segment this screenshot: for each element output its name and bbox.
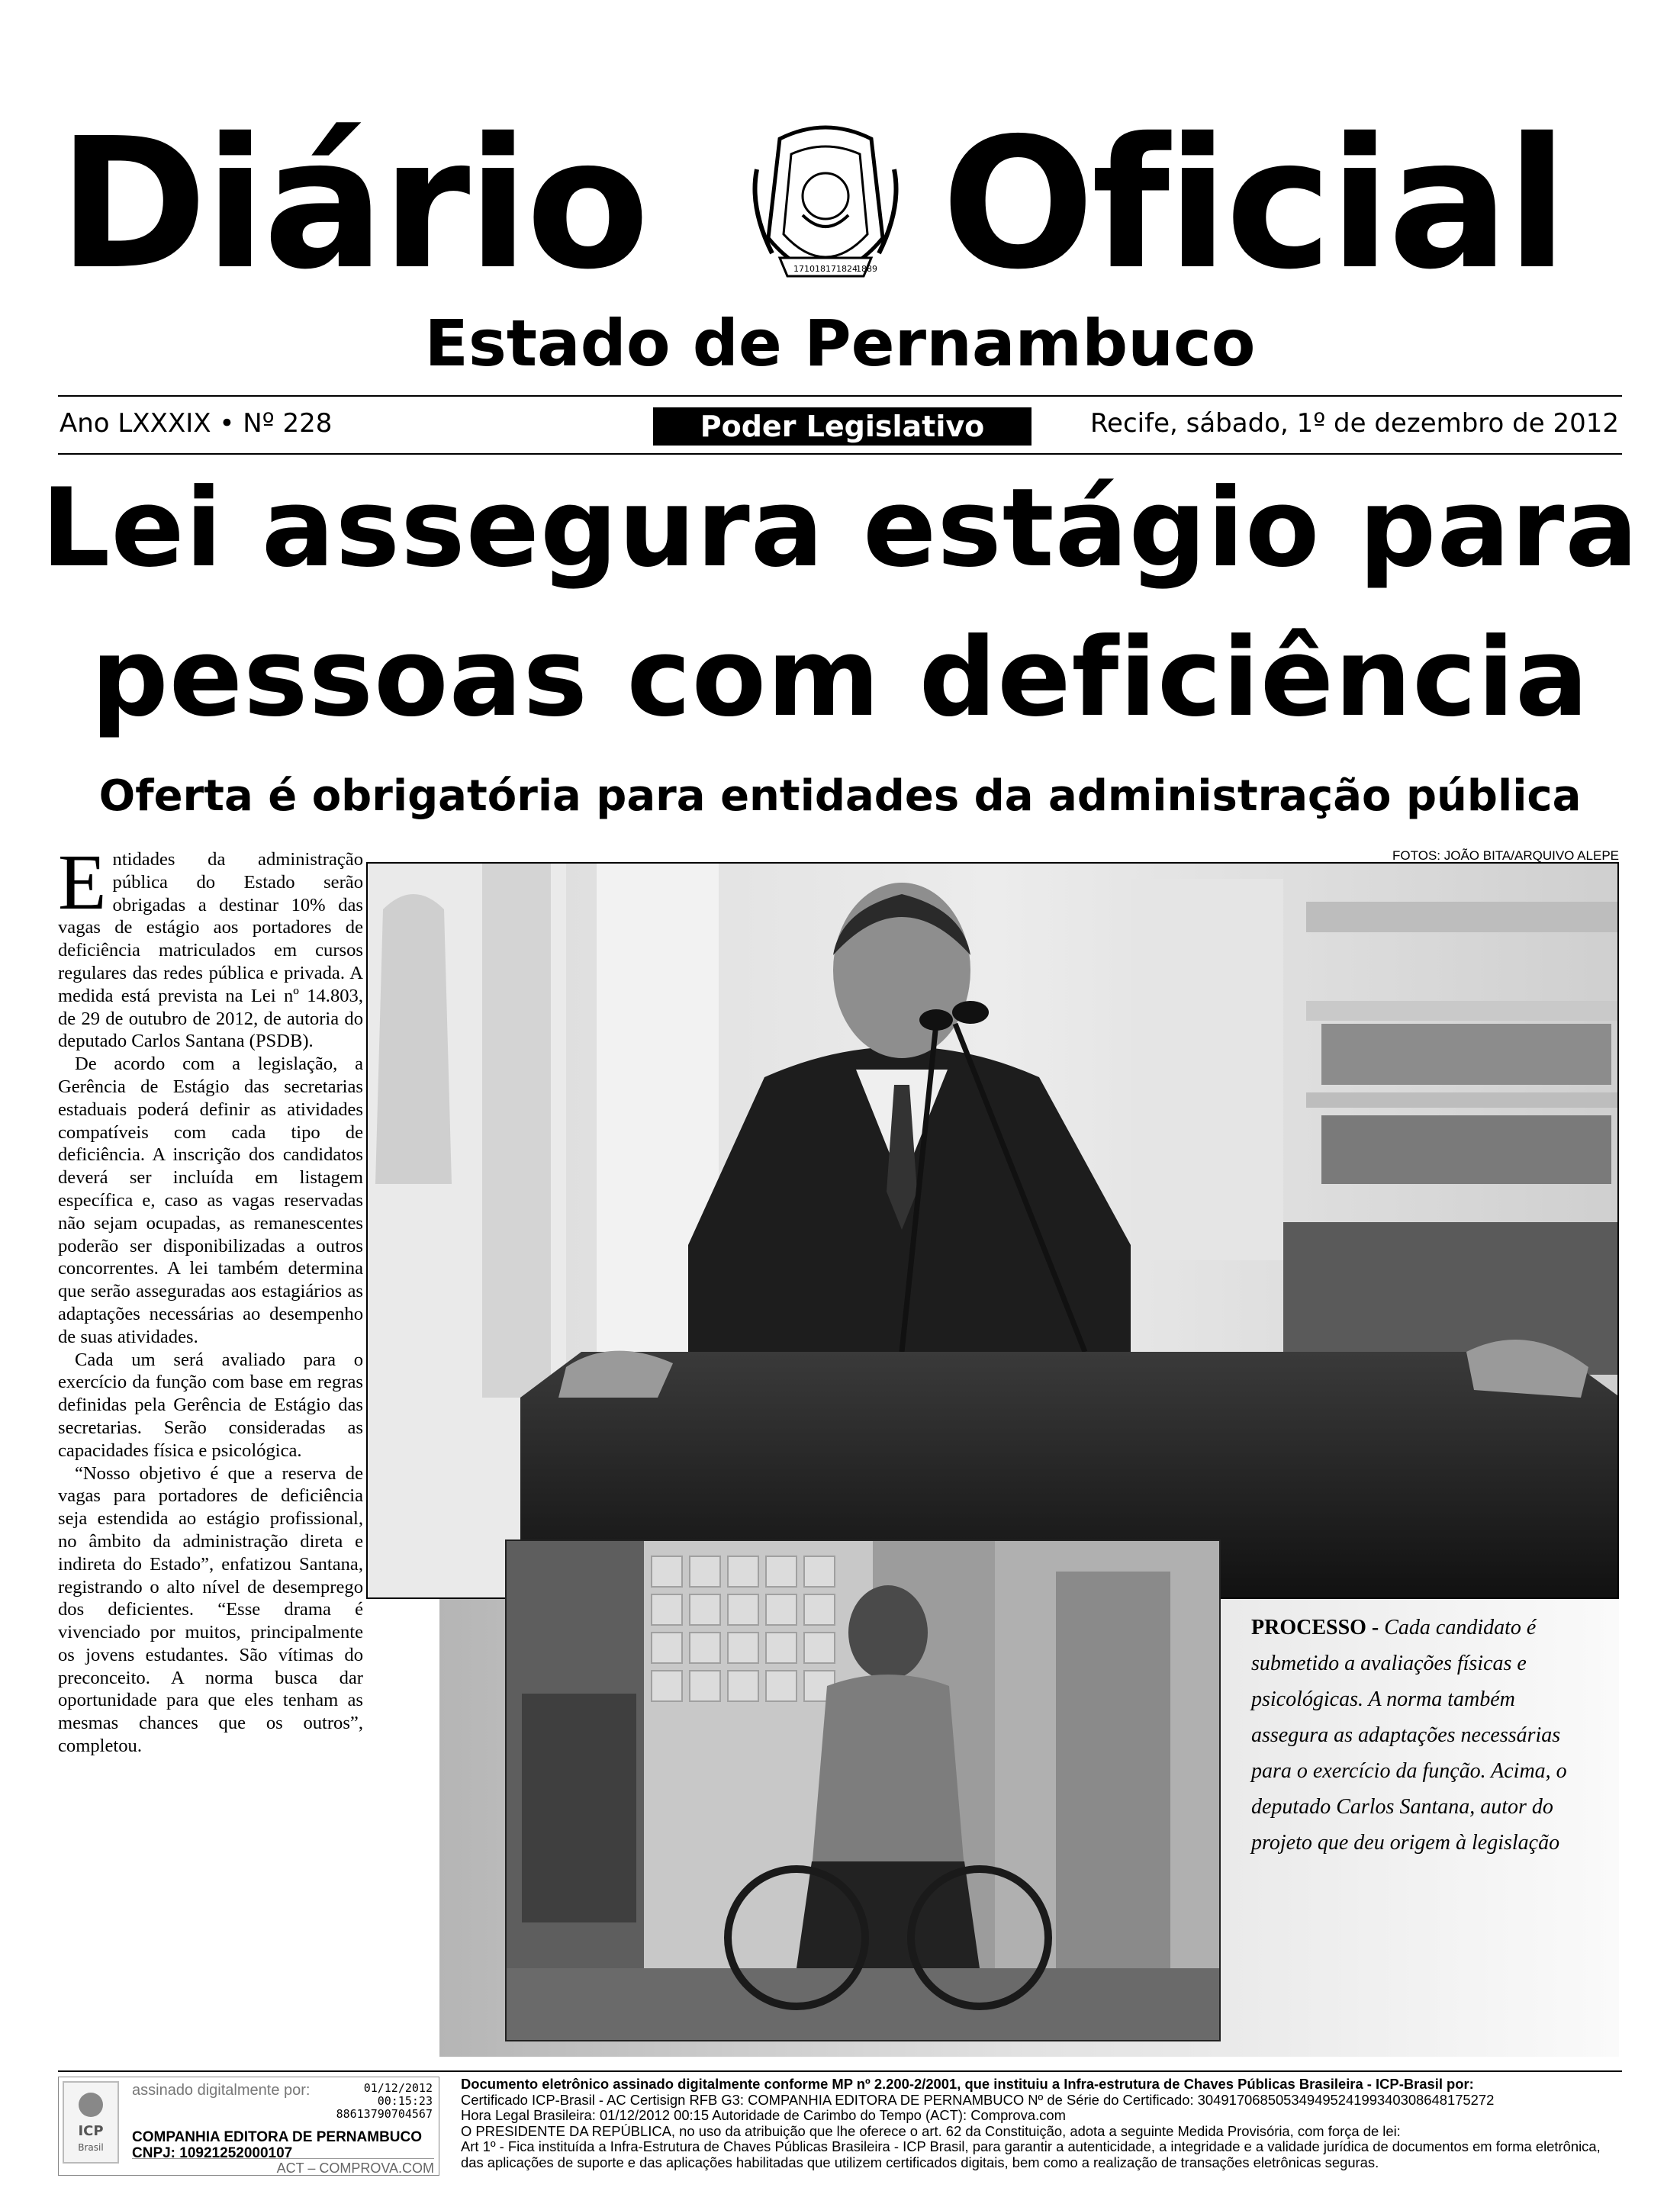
masthead-rule-bottom	[58, 453, 1622, 455]
legal-footer	[461, 2077, 1620, 2170]
issue-date: Recife, sábado, 1º de dezembro de 2012	[1089, 408, 1619, 439]
headline-line-1: Lei assegura estágio para	[40, 465, 1640, 591]
signature-footer: ACT – COMPROVA.COM	[132, 2158, 434, 2177]
signature-serial: 88613790704567	[336, 2107, 433, 2121]
issue-edition: Ano LXXXIX • Nº 228	[60, 408, 333, 439]
masthead-subtitle: Estado de Pernambuco	[424, 306, 1256, 381]
masthead-title-left: Diário	[58, 99, 647, 309]
coat-year-1: 1710	[793, 264, 815, 274]
man-in-wheelchair-image	[507, 1541, 1221, 2041]
legal-footer-line: O PRESIDENTE DA REPÚBLICA, no uso da atribuição que lhe oferece o art. 62 da Constituição, adota a seguinte Medida Provisória, com força de lei:	[461, 2123, 1401, 2139]
speaker-at-podium-image	[368, 864, 1619, 1599]
legal-footer-line: Documento eletrônico assinado digitalmente conforme MP nº 2.200-2/2001, que instituiu a Infra-estrutura de Chaves Públicas Brasileira - ICP-Brasil por:	[461, 2077, 1474, 2092]
footer-rule	[58, 2070, 1622, 2072]
signature-label: assinado digitalmente por:	[132, 2082, 311, 2099]
masthead-rule-top	[58, 395, 1622, 397]
masthead-title-right: Oficial	[941, 99, 1566, 309]
svg-text:ICP: ICP	[78, 2123, 104, 2139]
signature-cnpj: CNPJ: 10921252000107	[132, 2145, 293, 2161]
signature-timestamp	[336, 2082, 433, 2121]
coat-year-3: 1824	[836, 264, 858, 274]
signature-company	[132, 2129, 422, 2161]
caption-label: PROCESSO -	[1251, 1616, 1379, 1639]
article-paragraph	[58, 838, 363, 1053]
legal-footer-line: das aplicações de suporte e das aplicações habilitadas que utilizem certificados digitais, bem como a realização de transações eletrônicas seguras.	[461, 2154, 1379, 2170]
signature-time: 00:15:23	[377, 2094, 433, 2108]
digital-signature-stamp	[58, 2077, 439, 2176]
headline-line-2: pessoas com deficiência	[91, 615, 1589, 741]
coat-year-2: 1817	[815, 264, 836, 274]
legal-footer-line: Hora Legal Brasileira: 01/12/2012 00:15 Autoridade de Carimbo do Tempo (ACT): Comprova.com	[461, 2108, 1066, 2123]
icp-brasil-logo-icon	[62, 2080, 120, 2164]
article-paragraph-text: ntidades da administração pública do Estado serão obrigadas a destinar 10% das vagas de estágio aos portadores de deficiência matriculados em cursos regulares das redes pública e privada. A medida está prevista na Lei nº 14.803, de 29 de outubro de 2012, de autoria do deputado Carlos Santana (PSDB).	[58, 849, 363, 1052]
section-badge: Poder Legislativo	[653, 407, 1031, 446]
article-paragraph: “Nosso objetivo é que a reserva de vagas para portadores de deficiência seja estendida ao estágio profissional, no âmbito da administração direta e indireta do Estado”, enfatizou Santana, registrando o alto nível de desemprego dos deficientes. “Esse drama é vivenciado por muitos, principalmente os jovens estudantes. São vítimas do preconceito. A norma busca dar oportunidade para que eles tenham as mesmas chances que os outros”, completou.	[58, 1462, 363, 1757]
coat-of-arms-icon	[749, 124, 902, 296]
article-paragraph: Cada um será avaliado para o exercício da função com base em regras definidas pela Gerência de Estágio das secretarias. Serão consideradas as capacidades física e psicológica.	[58, 1349, 363, 1461]
svg-text:Brasil: Brasil	[78, 2142, 104, 2153]
drop-cap: E	[58, 838, 107, 926]
photo-credit: FOTOS: JOÃO BITA/ARQUIVO ALEPE	[1392, 848, 1619, 863]
article-paragraph: De acordo com a legislação, a Gerência de Estágio das secretarias estaduais poderá definir as atividades compatíveis com cada tipo de deficiência. A inscrição dos candidatos deverá ser incluída em listagem específica e, caso as vagas reservadas não sejam ocupadas, as remanescentes poderão ser disponibilizadas a outros concorrentes. A lei também determina que serão asseguradas aos estagiários as adaptações necessárias ao desempenho de suas atividades.	[58, 1054, 363, 1347]
legal-footer-line: Art 1º - Fica instituída a Infra-Estrutura de Chaves Públicas Brasileira - ICP Brasil, para garantir a autenticidade, a integridade e a validade jurídica de documentos em forma eletrônica,	[461, 2139, 1601, 2154]
main-photo	[366, 862, 1619, 1599]
coat-year-4: 1889	[856, 264, 877, 274]
photo-caption	[1251, 1610, 1587, 1861]
signature-date: 01/12/2012	[363, 2081, 433, 2095]
subheadline: Oferta é obrigatória para entidades da administração pública	[98, 771, 1582, 821]
caption-text: Cada candidato é submetido a avaliações físicas e psicológicas. A norma também assegura as adaptações necessárias para o exercício da função. Acima, o deputado Carlos Santana, autor do projeto que deu origem à legislação	[1251, 1616, 1567, 1855]
legal-footer-line: Certificado ICP-Brasil - AC Certisign RFB G3: COMPANHIA EDITORA DE PERNAMBUCO Nº de Série do Certificado: 304917068505349495241993403086481​75272	[461, 2092, 1495, 2108]
signature-company-name: COMPANHIA EDITORA DE PERNAMBUCO	[132, 2129, 423, 2145]
article-body	[58, 838, 363, 2069]
secondary-photo	[505, 1539, 1221, 2041]
